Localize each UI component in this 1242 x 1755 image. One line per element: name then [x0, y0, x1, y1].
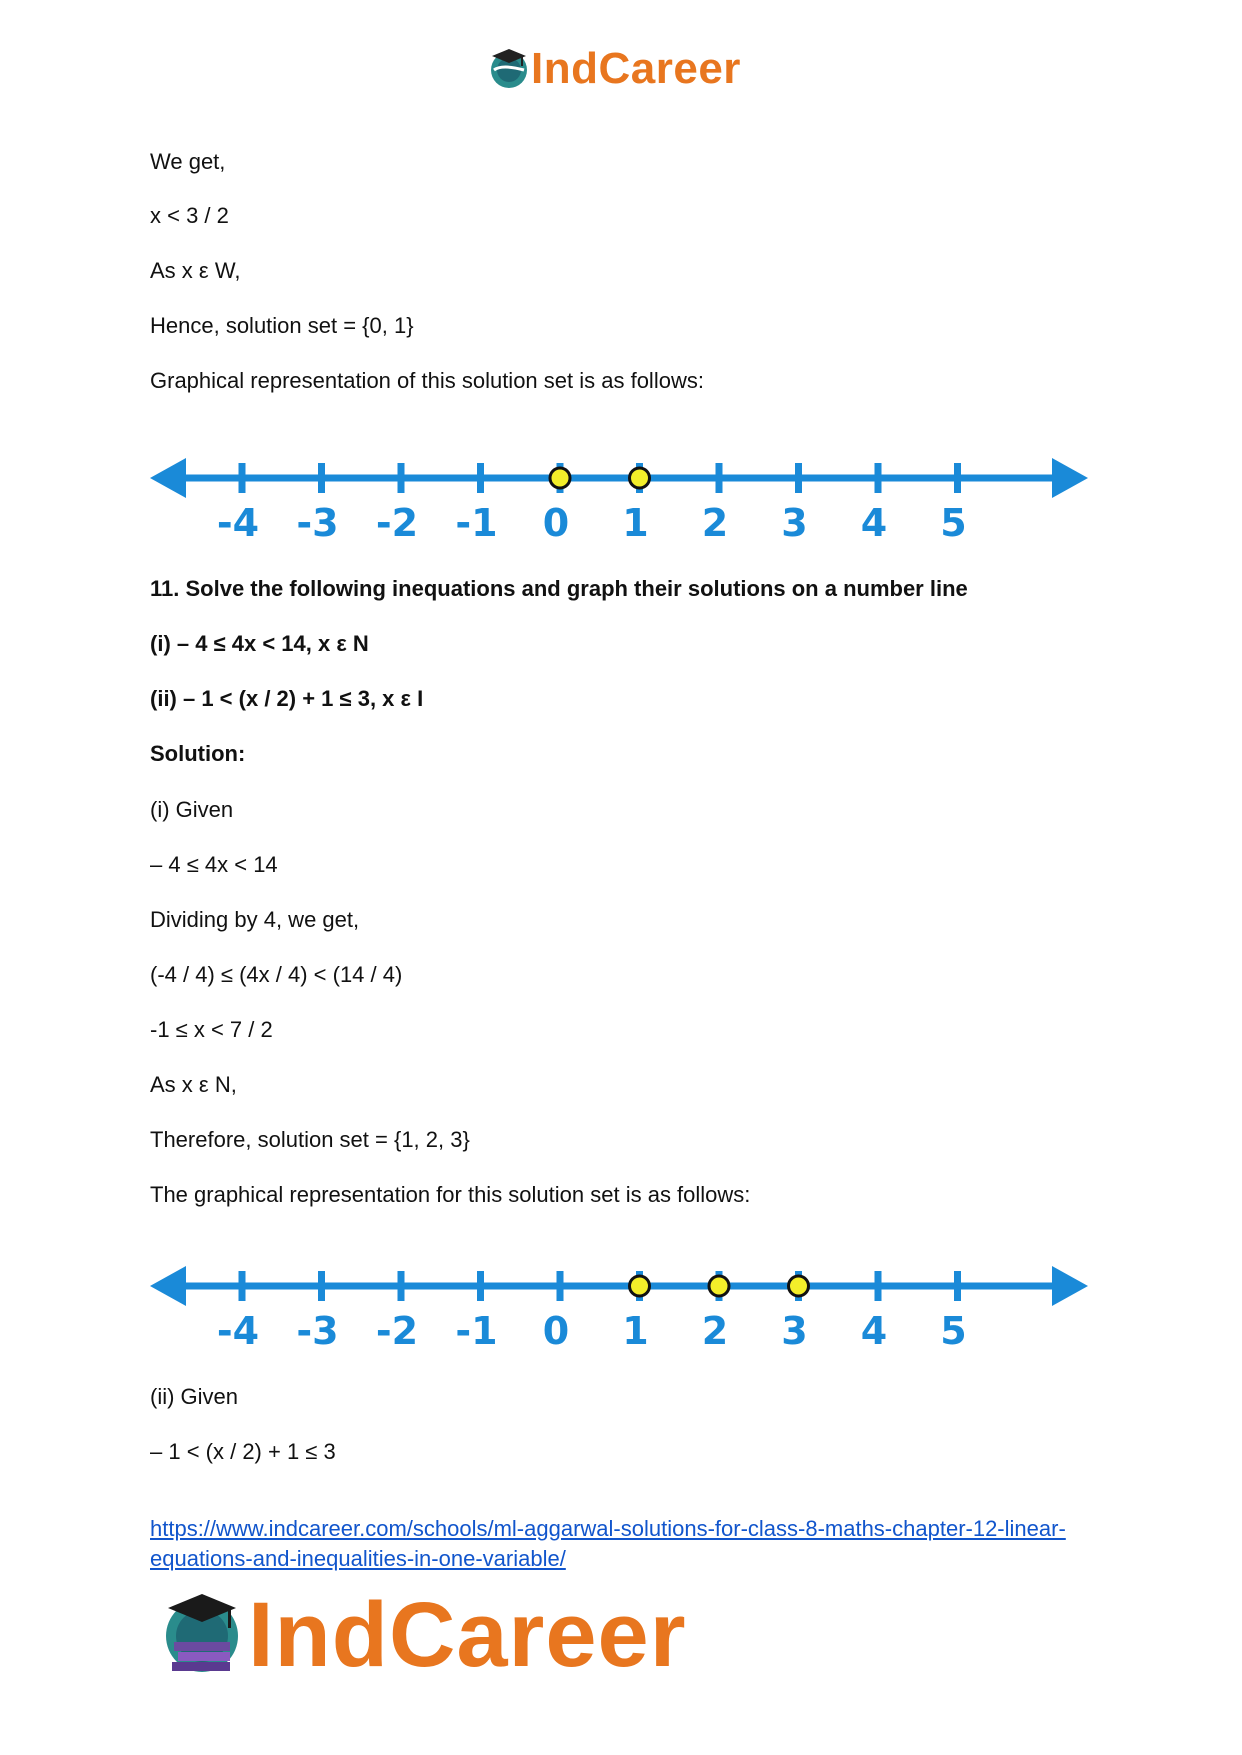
indcareer-logo-bottom[interactable]: [160, 1580, 720, 1690]
graduation-globe-icon: [488, 46, 530, 90]
tick-label: -2: [375, 501, 419, 545]
tick-label: 2: [701, 1309, 729, 1353]
tick-label: 3: [781, 1309, 808, 1353]
number-line-2: [150, 1256, 1090, 1356]
text-line: (ii) Given: [150, 1384, 239, 1409]
logo-text: IndCareer: [531, 44, 741, 93]
tick-label: 1: [622, 1309, 649, 1353]
text-line: (i) Given: [150, 797, 234, 822]
text-line: Graphical representation of this solution set is as follows:: [150, 368, 704, 393]
tick-label: -4: [216, 501, 260, 545]
tick-label: 4: [860, 501, 888, 545]
question-part-ii: (ii) – 1 < (x / 2) + 1 ≤ 3, x ε I: [150, 686, 424, 711]
tick-label: 4: [860, 1309, 888, 1353]
tick-label: 5: [940, 1309, 967, 1353]
text-line: As x ε W,: [150, 258, 241, 283]
tick-label: 0: [542, 501, 570, 545]
left-arrow-icon: [150, 458, 186, 498]
question-heading: 11. Solve the following inequations and graph their solutions on a number line: [150, 576, 968, 601]
logo-text: IndCareer: [248, 1584, 687, 1686]
text-line: x < 3 / 2: [150, 203, 229, 228]
text-line: Therefore, solution set = {1, 2, 3}: [150, 1127, 470, 1152]
tick-label: -4: [216, 1309, 260, 1353]
tick-label: 3: [781, 501, 808, 545]
text-line: -1 ≤ x < 7 / 2: [150, 1017, 273, 1042]
text-line: As x ε N,: [150, 1072, 237, 1097]
tick-label: -1: [455, 1309, 498, 1353]
question-part-i: (i) – 4 ≤ 4x < 14, x ε N: [150, 631, 369, 656]
solution-heading: Solution:: [150, 741, 246, 766]
text-line: (-4 / 4) ≤ (4x / 4) < (14 / 4): [150, 962, 403, 987]
tick-label: 5: [940, 501, 967, 545]
text-line: We get,: [150, 149, 226, 174]
text-line: – 4 ≤ 4x < 14: [150, 852, 278, 877]
tick-label: -2: [375, 1309, 419, 1353]
tick-label: -3: [296, 1309, 339, 1353]
text-line: The graphical representation for this solution set is as follows:: [150, 1182, 751, 1207]
tick-label: -3: [296, 501, 339, 545]
left-arrow-icon: [150, 1266, 186, 1306]
graduation-books-icon: [160, 1590, 244, 1680]
tick-label: 1: [622, 501, 649, 545]
right-arrow-icon: [1052, 458, 1088, 498]
right-arrow-icon: [1052, 1266, 1088, 1306]
solution-point: [550, 468, 570, 488]
solution-point: [789, 1276, 809, 1296]
source-link[interactable]: https://www.indcareer.com/schools/ml-aggarwal-solutions-for-class-8-maths-chapter-12-linear-equations-and-inequalities-in-one-variable/: [150, 1516, 1066, 1571]
text-line: Dividing by 4, we get,: [150, 907, 360, 932]
tick-label: -1: [455, 501, 498, 545]
solution-point: [630, 468, 650, 488]
indcareer-logo-top[interactable]: [488, 40, 768, 98]
text-line: – 1 < (x / 2) + 1 ≤ 3: [150, 1439, 336, 1464]
solution-point: [709, 1276, 729, 1296]
tick-label: 2: [701, 501, 729, 545]
text-line: Hence, solution set = {0, 1}: [150, 313, 414, 338]
tick-label: 0: [542, 1309, 570, 1353]
solution-point: [630, 1276, 650, 1296]
number-line-1: [150, 448, 1090, 548]
